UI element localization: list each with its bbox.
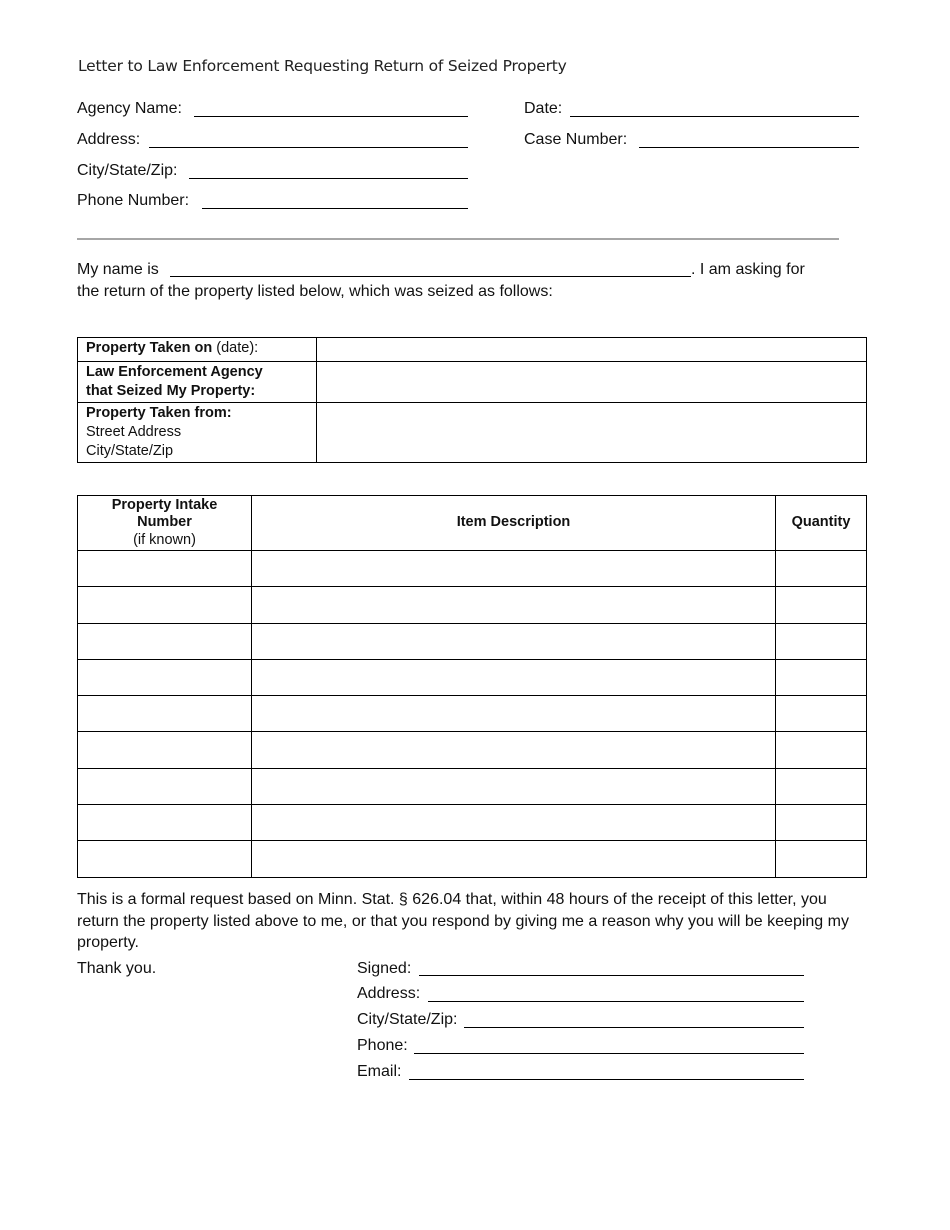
taken-on-normal-text: (date): <box>212 340 259 356</box>
formal-request-paragraph: This is a formal request based on Minn. Stat. § 626.04 that, within 48 hours of the receipt of this letter, you return the property listed above to me, or that you respond by giving me a reason why you will be keeping my property. <box>77 891 849 951</box>
document-title: Letter to Law Enforcement Requesting Return of Seized Property <box>78 57 567 75</box>
intake-number-cell[interactable] <box>78 805 252 841</box>
property-list-table <box>77 495 867 878</box>
quantity-cell[interactable] <box>776 768 867 804</box>
item-description-cell[interactable] <box>252 551 776 587</box>
street-address-text: Street Address <box>86 424 182 440</box>
date-label: Date: <box>524 100 563 117</box>
city-state-zip-field[interactable] <box>189 178 468 179</box>
taken-on-row <box>78 338 867 362</box>
intake-header-line1: Property Intake <box>111 496 218 513</box>
quantity-cell[interactable] <box>776 841 867 877</box>
phone-number-label: Phone Number: <box>77 192 190 209</box>
item-description-cell[interactable] <box>252 768 776 804</box>
phone-number-field[interactable] <box>202 208 468 209</box>
signature-phone-field[interactable] <box>414 1053 804 1054</box>
signature-city-label: City/State/Zip: <box>357 1011 458 1028</box>
item-description-cell[interactable] <box>252 732 776 768</box>
my-name-label: My name is <box>77 261 159 278</box>
taken-on-bold-text: Property Taken on <box>86 340 213 356</box>
agency-name-label: Agency Name: <box>77 100 182 117</box>
intake-header-line2: Number <box>137 514 192 531</box>
intake-number-cell[interactable] <box>78 623 252 659</box>
signature-city-field[interactable] <box>464 1027 804 1028</box>
item-description-cell[interactable] <box>252 587 776 623</box>
property-row <box>78 841 867 877</box>
signature-email-field[interactable] <box>409 1079 804 1080</box>
intake-number-cell[interactable] <box>78 551 252 587</box>
taken-on-label <box>78 338 317 362</box>
seizing-agency-label <box>78 362 317 403</box>
taken-on-field[interactable] <box>317 338 867 362</box>
item-description-cell[interactable] <box>252 696 776 732</box>
address-label: Address: <box>77 131 141 148</box>
property-row <box>78 623 867 659</box>
item-description-cell[interactable] <box>252 623 776 659</box>
seizing-agency-line2: that Seized My Property: <box>86 383 256 399</box>
signature-phone-label: Phone: <box>357 1037 408 1054</box>
agency-name-field[interactable] <box>194 116 468 117</box>
my-name-field[interactable] <box>170 276 691 277</box>
signature-address-label: Address: <box>357 985 421 1002</box>
property-row <box>78 587 867 623</box>
taken-from-field[interactable] <box>317 403 867 463</box>
case-number-field[interactable] <box>639 147 859 148</box>
address-field[interactable] <box>149 147 468 148</box>
case-number-label: Case Number: <box>524 131 628 148</box>
quantity-cell[interactable] <box>776 732 867 768</box>
quantity-cell[interactable] <box>776 696 867 732</box>
taken-from-row <box>78 403 867 463</box>
intake-number-cell[interactable] <box>78 768 252 804</box>
quantity-cell[interactable] <box>776 587 867 623</box>
seizing-agency-field[interactable] <box>317 362 867 403</box>
asking-for-text: . I am asking for <box>691 261 805 278</box>
intake-number-cell[interactable] <box>78 696 252 732</box>
signature-email-label: Email: <box>357 1063 402 1080</box>
seizure-details-table <box>77 337 867 463</box>
intro-line-2: the return of the property listed below, which was seized as follows: <box>77 283 553 300</box>
item-description-cell[interactable] <box>252 805 776 841</box>
section-divider <box>77 238 839 240</box>
seizing-agency-row <box>78 362 867 403</box>
thank-you-text: Thank you. <box>77 960 157 977</box>
property-row <box>78 732 867 768</box>
quantity-header: Quantity <box>776 496 867 551</box>
quantity-cell[interactable] <box>776 805 867 841</box>
city-state-zip-label: City/State/Zip: <box>77 162 178 179</box>
property-table-header <box>78 496 867 551</box>
item-description-header: Item Description <box>252 496 776 551</box>
intake-number-header <box>78 496 252 551</box>
quantity-cell[interactable] <box>776 659 867 695</box>
signed-field[interactable] <box>419 975 804 976</box>
signature-address-field[interactable] <box>428 1001 804 1002</box>
taken-from-label <box>78 403 317 463</box>
intake-number-cell[interactable] <box>78 587 252 623</box>
date-field[interactable] <box>570 116 859 117</box>
property-row <box>78 805 867 841</box>
taken-from-bold-text: Property Taken from: <box>86 405 232 421</box>
quantity-cell[interactable] <box>776 551 867 587</box>
intake-number-cell[interactable] <box>78 732 252 768</box>
intake-number-cell[interactable] <box>78 841 252 877</box>
property-row <box>78 551 867 587</box>
property-row <box>78 659 867 695</box>
item-description-cell[interactable] <box>252 659 776 695</box>
property-row <box>78 768 867 804</box>
seizing-agency-line1: Law Enforcement Agency <box>86 364 263 380</box>
item-description-cell[interactable] <box>252 841 776 877</box>
quantity-cell[interactable] <box>776 623 867 659</box>
taken-from-city-text: City/State/Zip <box>86 443 174 459</box>
signed-label: Signed: <box>357 960 412 977</box>
property-row <box>78 696 867 732</box>
intake-header-line3: (if known) <box>133 531 196 548</box>
intake-number-cell[interactable] <box>78 659 252 695</box>
